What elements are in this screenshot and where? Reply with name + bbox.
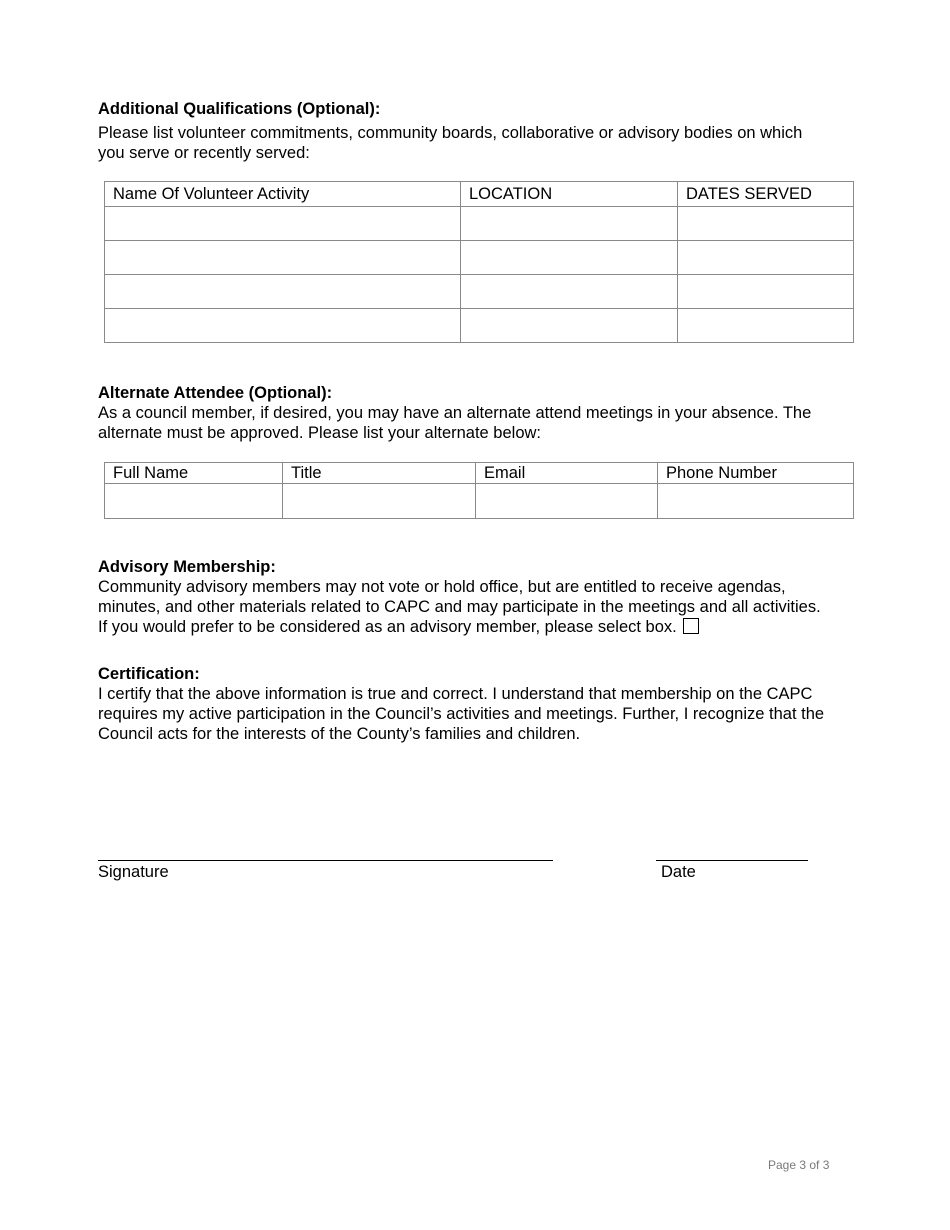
full-name-cell[interactable]	[105, 484, 283, 519]
column-header-phone: Phone Number	[658, 463, 854, 484]
table-header-row	[105, 182, 854, 207]
certification-text-line3: Council acts for the interests of the County’s families and children.	[98, 725, 581, 743]
advisory-text-line3-row	[98, 617, 699, 637]
table-row	[105, 207, 854, 241]
advisory-text-line3: If you would prefer to be considered as an advisory member, please select box.	[98, 618, 677, 636]
table-header-row	[105, 463, 854, 484]
phone-cell[interactable]	[658, 484, 854, 519]
activity-cell[interactable]	[105, 309, 461, 343]
qualifications-heading: Additional Qualifications (Optional):	[98, 100, 381, 118]
location-cell[interactable]	[461, 241, 678, 275]
signature-line[interactable]	[98, 860, 553, 861]
column-header-email: Email	[476, 463, 658, 484]
page-number: Page 3 of 3	[768, 1158, 830, 1172]
table-row	[105, 275, 854, 309]
column-header-activity: Name Of Volunteer Activity	[105, 182, 461, 207]
advisory-text-line2: minutes, and other materials related to CAPC and may participate in the meetings and all activities.	[98, 598, 821, 616]
advisory-text-line1: Community advisory members may not vote or hold office, but are entitled to receive agendas,	[98, 578, 786, 596]
alternate-attendee-table	[104, 462, 854, 519]
dates-cell[interactable]	[678, 241, 854, 275]
column-header-full-name: Full Name	[105, 463, 283, 484]
dates-cell[interactable]	[678, 207, 854, 241]
table-row	[105, 484, 854, 519]
advisory-heading: Advisory Membership:	[98, 558, 276, 576]
title-cell[interactable]	[283, 484, 476, 519]
signature-label: Signature	[98, 863, 169, 881]
certification-text-line1: I certify that the above information is true and correct. I understand that membership on the CAPC	[98, 685, 813, 703]
certification-heading: Certification:	[98, 665, 200, 683]
activity-cell[interactable]	[105, 207, 461, 241]
location-cell[interactable]	[461, 207, 678, 241]
alternate-text-line2: alternate must be approved. Please list your alternate below:	[98, 424, 542, 442]
column-header-location: LOCATION	[461, 182, 678, 207]
email-cell[interactable]	[476, 484, 658, 519]
date-line[interactable]	[656, 860, 808, 861]
dates-cell[interactable]	[678, 275, 854, 309]
advisory-member-checkbox[interactable]	[683, 618, 699, 634]
column-header-dates: DATES SERVED	[678, 182, 854, 207]
qualifications-text-line1: Please list volunteer commitments, community boards, collaborative or advisory bodies on which	[98, 124, 803, 142]
table-row	[105, 309, 854, 343]
alternate-heading: Alternate Attendee (Optional):	[98, 384, 333, 402]
date-label: Date	[661, 863, 696, 881]
alternate-text-line1: As a council member, if desired, you may have an alternate attend meetings in your absence. The	[98, 404, 812, 422]
qualifications-text-line2: you serve or recently served:	[98, 144, 310, 162]
activity-cell[interactable]	[105, 241, 461, 275]
column-header-title: Title	[283, 463, 476, 484]
dates-cell[interactable]	[678, 309, 854, 343]
volunteer-activity-table	[104, 181, 854, 343]
activity-cell[interactable]	[105, 275, 461, 309]
table-row	[105, 241, 854, 275]
certification-text-line2: requires my active participation in the Council’s activities and meetings. Further, I recognize that the	[98, 705, 825, 723]
location-cell[interactable]	[461, 275, 678, 309]
location-cell[interactable]	[461, 309, 678, 343]
